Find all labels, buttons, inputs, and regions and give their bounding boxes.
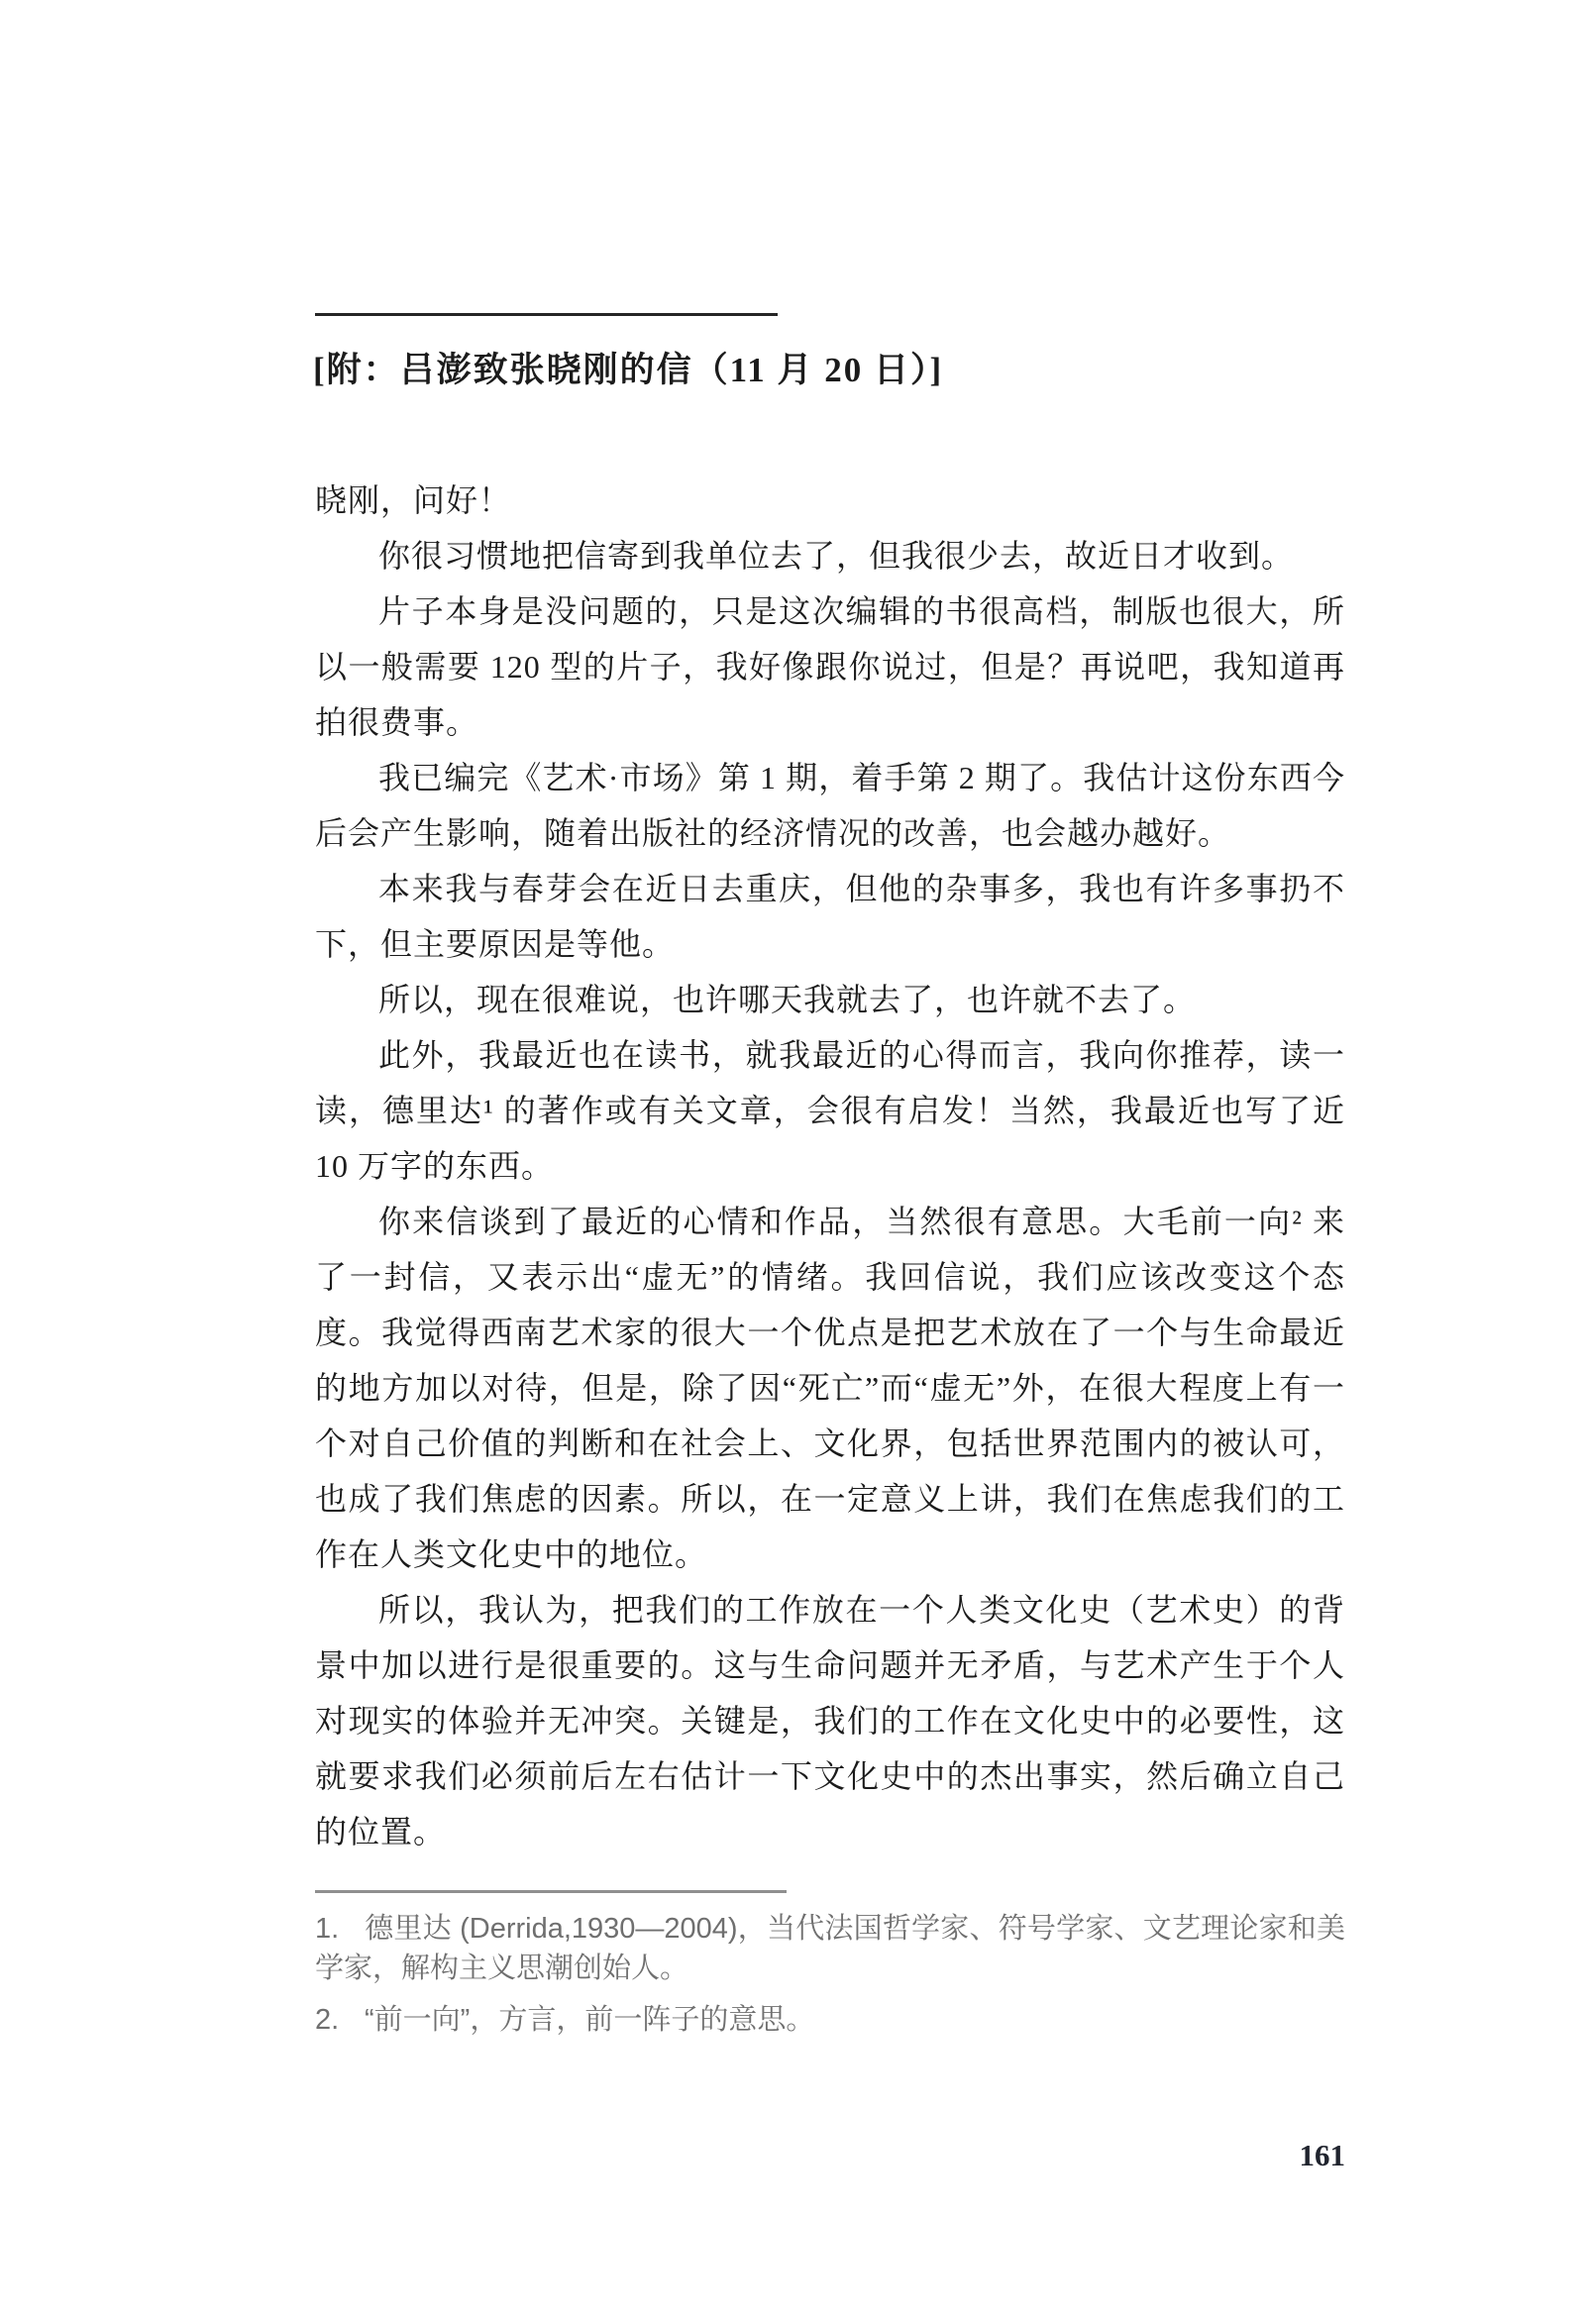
footnote-text: 德里达 (Derrida,1930—2004)，当代法国哲学家、符号学家、文艺理论家和美学家，解构主义思潮创始人。 bbox=[315, 1913, 1345, 1984]
letter-paragraph: 你来信谈到了最近的心情和作品，当然很有意思。大毛前一向² 来了一封信，又表示出“虚无”的情绪。我回信说，我们应该改变这个态度。我觉得西南艺术家的很大一个优点是把艺术放在了一个与生命最近的地方加以对待，但是，除了因“死亡”而“虚无”外，在很大程度上有一个对自己价值的判断和在社会上、文化界，包括世界范围内的被认可，也成了我们焦虑的因素。所以，在一定意义上讲，我们在焦虑我们的工作在人类文化史中的地位。 bbox=[315, 1204, 1345, 1572]
letter-salutation: 晓刚，问好！ bbox=[315, 482, 512, 518]
footnote-rule bbox=[315, 1890, 787, 1893]
letter-paragraph: 我已编完《艺术·市场》第 1 期，着手第 2 期了。我估计这份东西今后会产生影响，随着出版社的经济情况的改善，也会越办越好。 bbox=[315, 760, 1345, 851]
letter-paragraph: 本来我与春芽会在近日去重庆，但他的杂事多，我也有许多事扔不下，但主要原因是等他。 bbox=[315, 871, 1345, 962]
letter-paragraph: 你很习惯地把信寄到我单位去了，但我很少去，故近日才收到。 bbox=[378, 538, 1295, 574]
letter-paragraph: 片子本身是没问题的，只是这次编辑的书很高档，制版也很大，所以一般需要 120 型的片子，我好像跟你说过，但是？再说吧，我知道再拍很费事。 bbox=[315, 593, 1345, 740]
footnotes-section bbox=[315, 1890, 1345, 2040]
letter-paragraph: 此外，我最近也在读书，就我最近的心得而言，我向你推荐，读一读，德里达¹ 的著作或有关文章，会很有启发！当然，我最近也写了近 10 万字的东西。 bbox=[315, 1037, 1345, 1184]
footnote-text: “前一向”，方言，前一阵子的意思。 bbox=[365, 2004, 815, 2036]
letter-body bbox=[315, 473, 1345, 1859]
footnote-number: 2. bbox=[315, 2004, 340, 2036]
page-number: 161 bbox=[1299, 2138, 1345, 2172]
footnote-number: 1. bbox=[315, 1913, 340, 1945]
footnote-item bbox=[315, 1909, 1345, 1988]
section-divider-rule bbox=[315, 313, 778, 316]
letter-paragraph: 所以，我认为，把我们的工作放在一个人类文化史（艺术史）的背景中加以进行是很重要的。这与生命问题并无矛盾，与艺术产生于个人对现实的体验并无冲突。关键是，我们的工作在文化史中的必要性，这就要求我们必须前后左右估计一下文化史中的杰出事实，然后确立自己的位置。 bbox=[315, 1592, 1345, 1849]
letter-paragraph: 所以，现在很难说，也许哪天我就去了，也许就不去了。 bbox=[378, 982, 1197, 1017]
page-title: [附：吕澎致张晓刚的信（11 月 20 日）] bbox=[313, 351, 944, 389]
footnote-item bbox=[315, 2000, 1345, 2040]
